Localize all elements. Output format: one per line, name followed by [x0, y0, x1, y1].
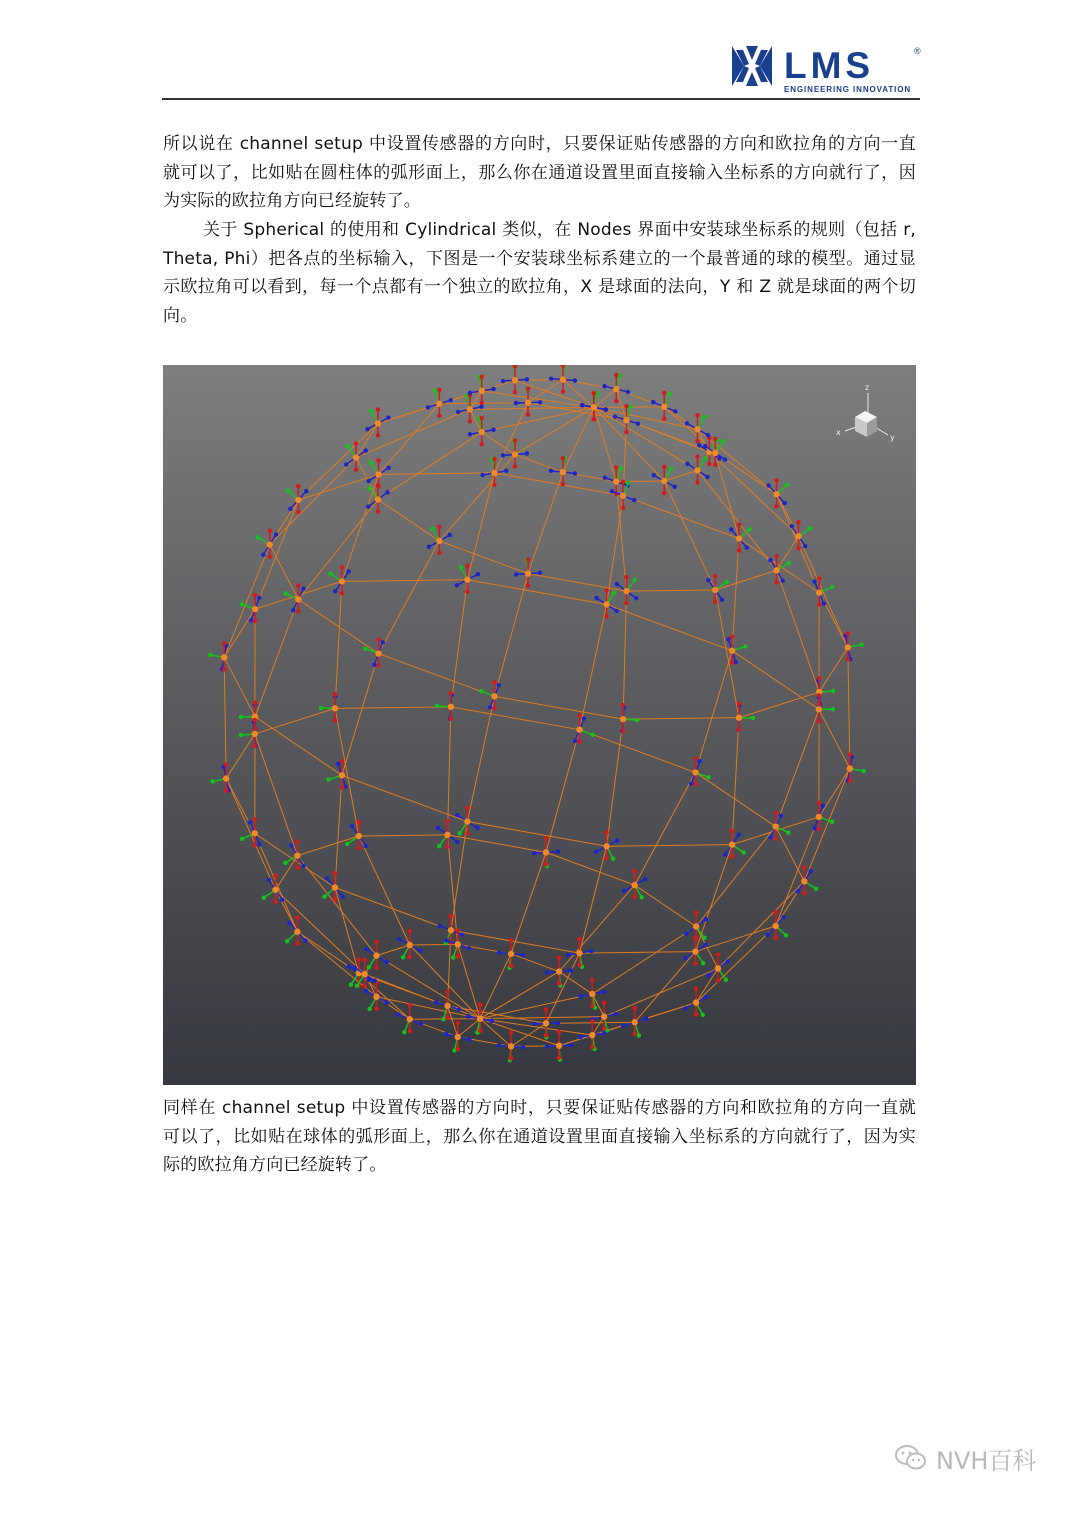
paragraph-cylindrical-note: 所以说在 channel setup 中设置传感器的方向时，只要保证贴传感器的方向和欧拉角的方向一直就可以了，比如贴在圆柱体的弧形面上，那么你在通道设置里面直接输入坐标系的方向就行了，因为实际的欧拉角方向已经旋转了。	[163, 134, 916, 212]
header-rule	[162, 98, 920, 100]
lms-logo	[728, 42, 928, 96]
orientation-triad	[163, 365, 916, 1085]
logo-tagline: ENGINEERING INNOVATION	[784, 85, 912, 94]
watermark-text: NVH百科	[936, 1446, 1037, 1475]
wechat-icon	[894, 1443, 928, 1473]
triad-x-label: x	[836, 428, 841, 437]
watermark	[894, 1438, 1036, 1478]
sphere-model-viewport	[163, 365, 916, 1085]
paragraph-spherical-intro: 关于 Spherical 的使用和 Cylindrical 类似，在 Nodes 界面中安装球坐标系的规则（包括 r, Theta, Phi）把各点的坐标输入，下图是一个安装球坐标系建立的一个最普通的球的模型。通过显示欧拉角可以看到，每一个点都有一个独立的欧拉角，X 是球面的法向，Y 和 Z 就是球面的两个切向。	[163, 220, 916, 326]
triad-z-label: z	[865, 383, 870, 392]
logo-trademark: ®	[914, 46, 921, 56]
logo-text: LMS	[784, 45, 875, 86]
lms-logo-mark	[728, 42, 928, 96]
paragraph-sphere-note: 同样在 channel setup 中设置传感器的方向时，只要保证贴传感器的方向和欧拉角的方向一直就可以了，比如贴在球体的弧形面上，那么你在通道设置里面直接输入坐标系的方向就行了，因为实际的欧拉角方向已经旋转了。	[163, 1098, 916, 1176]
triad-y-label: y	[890, 433, 895, 442]
